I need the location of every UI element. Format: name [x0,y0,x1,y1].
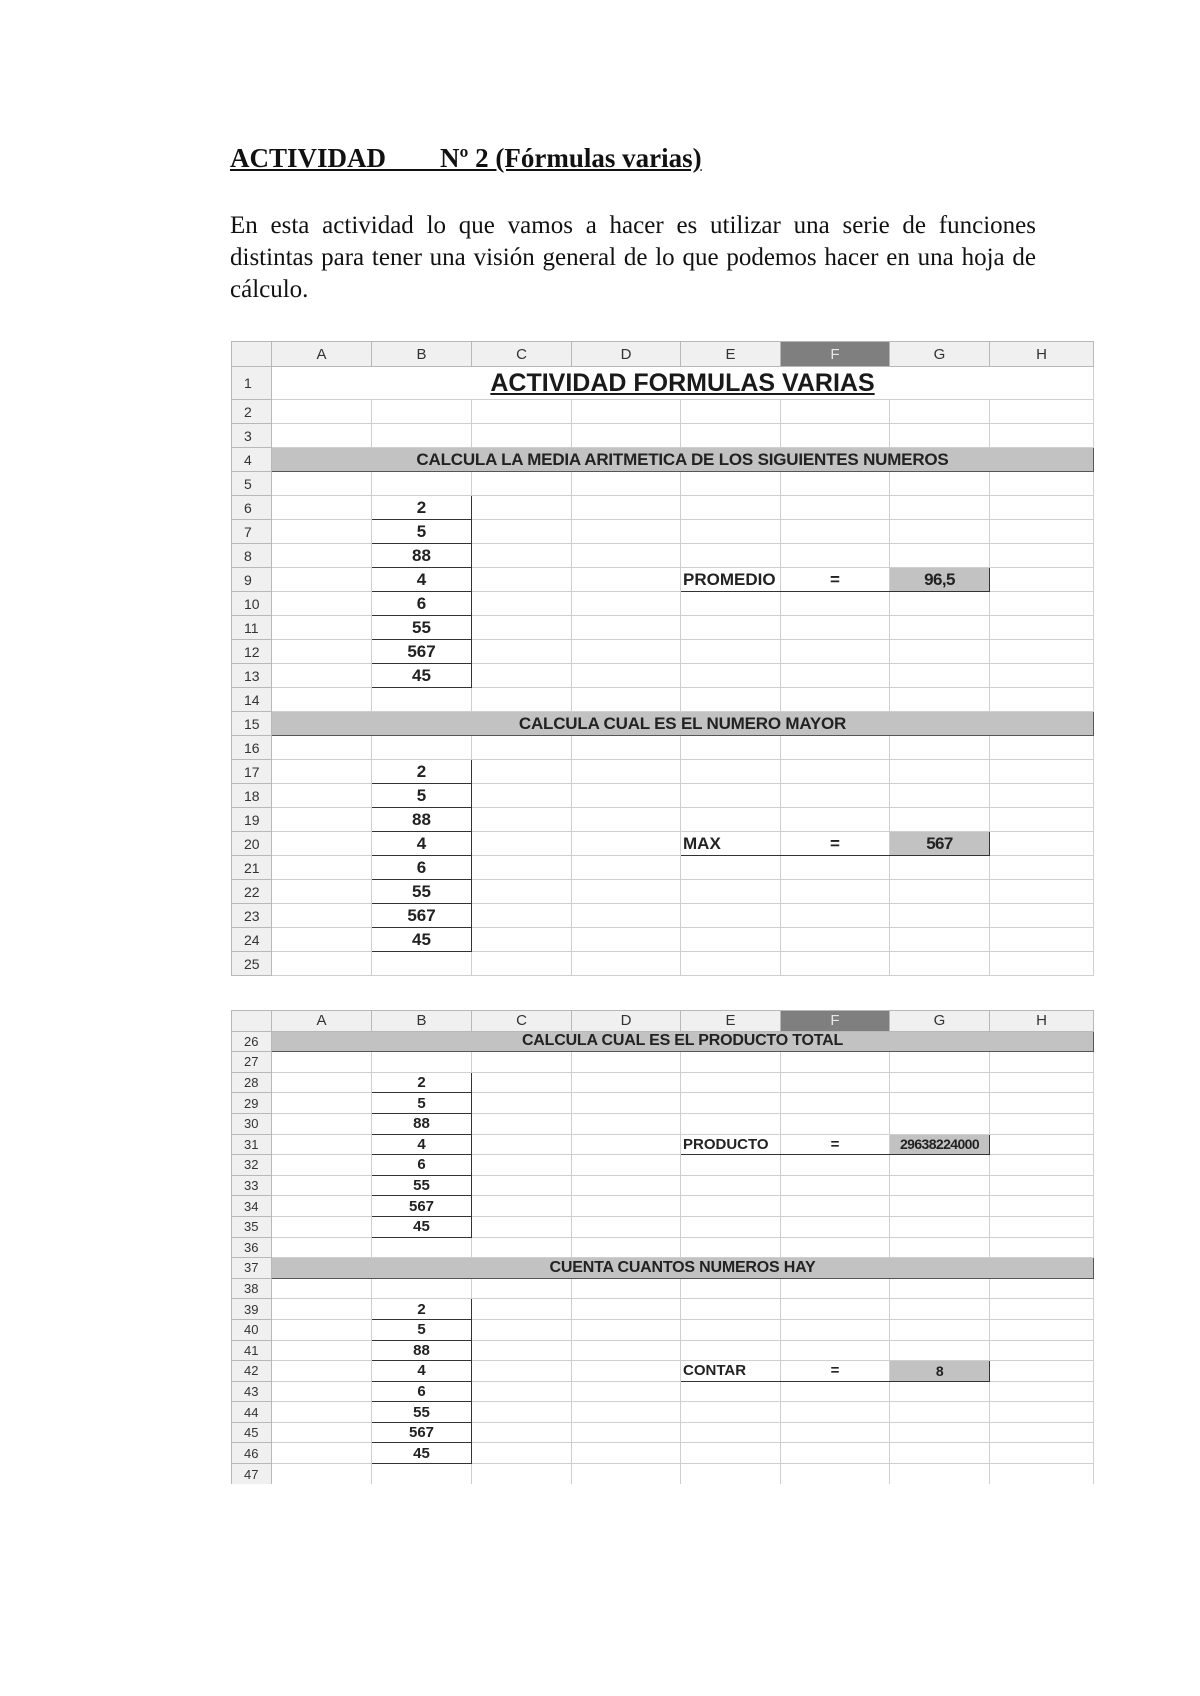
table-row [232,1072,1094,1093]
row-header[interactable]: 42 [232,1361,272,1382]
promedio-label[interactable]: PROMEDIO [681,568,781,592]
section-header-media[interactable]: CALCULA LA MEDIA ARITMETICA DE LOS SIGUIENTES NUMEROS [272,448,1094,472]
col-header-b[interactable]: B [372,1011,472,1032]
row-header[interactable]: 39 [232,1299,272,1320]
row-header[interactable]: 3 [232,424,272,448]
table-row [232,1402,1094,1423]
number-cell[interactable]: 567 [372,904,472,928]
number-cell[interactable]: 567 [372,640,472,664]
number-cell[interactable]: 4 [372,568,472,592]
row-header[interactable]: 11 [232,616,272,640]
col-header-a[interactable]: A [272,342,372,367]
number-cell[interactable]: 6 [372,856,472,880]
row-header[interactable]: 30 [232,1113,272,1134]
number-cell[interactable]: 2 [372,1299,472,1320]
number-cell[interactable]: 5 [372,784,472,808]
number-cell[interactable]: 55 [372,880,472,904]
sheet-title[interactable]: ACTIVIDAD FORMULAS VARIAS [272,367,1094,400]
number-cell[interactable]: 55 [372,1402,472,1423]
table-row [232,1093,1094,1114]
table-row [232,856,1094,880]
row-header[interactable]: 22 [232,880,272,904]
section-header-contar[interactable]: CUENTA CUANTOS NUMEROS HAY [272,1258,1094,1279]
contar-result[interactable]: 8 [890,1361,990,1382]
table-row [232,1237,1094,1258]
number-cell[interactable]: 55 [372,1175,472,1196]
row-header[interactable]: 5 [232,472,272,496]
row-header[interactable]: 47 [232,1464,272,1485]
table-row [232,448,1094,472]
table-row [232,640,1094,664]
row-header[interactable]: 20 [232,832,272,856]
number-cell[interactable]: 5 [372,1319,472,1340]
col-header-d[interactable]: D [572,342,681,367]
row-header[interactable]: 24 [232,928,272,952]
table-row [232,1113,1094,1134]
table-row [232,1361,1094,1382]
table-row [232,496,1094,520]
number-cell[interactable]: 4 [372,1134,472,1155]
row-header[interactable]: 28 [232,1072,272,1093]
col-header-h[interactable]: H [990,342,1094,367]
max-result[interactable]: 567 [890,832,990,856]
table-row [232,1258,1094,1279]
table-row [232,952,1094,976]
col-header-e[interactable]: E [681,1011,781,1032]
number-cell[interactable]: 567 [372,1422,472,1443]
col-header-d[interactable]: D [572,1011,681,1032]
table-row [232,760,1094,784]
table-row [232,1381,1094,1402]
row-header[interactable]: 36 [232,1237,272,1258]
row-header[interactable]: 45 [232,1422,272,1443]
row-header[interactable]: 33 [232,1175,272,1196]
producto-label[interactable]: PRODUCTO [681,1134,781,1155]
number-cell[interactable]: 5 [372,520,472,544]
col-header-g[interactable]: G [890,342,990,367]
row-header[interactable]: 14 [232,688,272,712]
number-cell[interactable]: 45 [372,928,472,952]
table-row [232,736,1094,760]
table-row [232,520,1094,544]
equals-sign[interactable]: = [781,1134,890,1155]
row-header[interactable]: 13 [232,664,272,688]
table-row [232,664,1094,688]
col-header-f[interactable]: F [781,342,890,367]
row-header[interactable]: 46 [232,1443,272,1464]
table-row [232,1196,1094,1217]
row-header[interactable]: 16 [232,736,272,760]
row-header[interactable]: 27 [232,1052,272,1073]
document-title: ACTIVIDAD Nº 2 (Fórmulas varias) [230,143,702,173]
corner-cell[interactable] [232,1011,272,1032]
section-header-mayor[interactable]: CALCULA CUAL ES EL NUMERO MAYOR [272,712,1094,736]
row-header[interactable]: 2 [232,400,272,424]
col-header-c[interactable]: C [472,342,572,367]
table-row [232,1464,1094,1485]
col-header-f[interactable]: F [781,1011,890,1032]
table-row [232,568,1094,592]
number-cell[interactable]: 88 [372,808,472,832]
table-row [232,784,1094,808]
row-header[interactable]: 7 [232,520,272,544]
row-header[interactable]: 12 [232,640,272,664]
table-row [232,424,1094,448]
row-header[interactable]: 40 [232,1319,272,1340]
table-row [232,712,1094,736]
spreadsheet-top [231,341,1094,976]
row-header[interactable]: 9 [232,568,272,592]
table-row [232,400,1094,424]
row-header[interactable]: 34 [232,1196,272,1217]
row-header[interactable]: 10 [232,592,272,616]
table-row [232,1278,1094,1299]
row-header[interactable]: 31 [232,1134,272,1155]
row-header[interactable]: 19 [232,808,272,832]
section-header-producto[interactable]: CALCULA CUAL ES EL PRODUCTO TOTAL [272,1031,1094,1052]
number-cell[interactable]: 55 [372,616,472,640]
equals-sign[interactable]: = [781,1361,890,1382]
column-header-row [232,342,1094,367]
corner-cell[interactable] [232,342,272,367]
max-label[interactable]: MAX [681,832,781,856]
row-header[interactable]: 26 [232,1031,272,1052]
row-header[interactable]: 38 [232,1278,272,1299]
table-row [232,1052,1094,1073]
number-cell[interactable]: 45 [372,1443,472,1464]
table-row [232,1155,1094,1176]
table-row [232,880,1094,904]
spreadsheet-bottom [231,1010,1094,1484]
row-header[interactable]: 37 [232,1258,272,1279]
row-header[interactable]: 15 [232,712,272,736]
number-cell[interactable]: 2 [372,760,472,784]
table-row [232,1443,1094,1464]
col-header-e[interactable]: E [681,342,781,367]
number-cell[interactable]: 4 [372,832,472,856]
row-header[interactable]: 23 [232,904,272,928]
table-row [232,1319,1094,1340]
table-row [232,832,1094,856]
row-header[interactable]: 1 [232,367,272,400]
number-cell[interactable]: 88 [372,1340,472,1361]
intro-paragraph: En esta actividad lo que vamos a hacer es utilizar una serie de funciones distintas para tener una visión general de lo que podemos hacer en una hoja de cálculo. [230,212,1036,303]
number-cell[interactable]: 88 [372,1113,472,1134]
number-cell[interactable]: 4 [372,1361,472,1382]
number-cell[interactable]: 6 [372,592,472,616]
column-header-row [232,1011,1094,1032]
table-row [232,688,1094,712]
table-row [232,904,1094,928]
col-header-h[interactable]: H [990,1011,1094,1032]
number-cell[interactable]: 5 [372,1093,472,1114]
number-cell[interactable]: 6 [372,1155,472,1176]
contar-label[interactable]: CONTAR [681,1361,781,1382]
row-header[interactable]: 18 [232,784,272,808]
row-header[interactable]: 4 [232,448,272,472]
col-header-c[interactable]: C [472,1011,572,1032]
table-row [232,1134,1094,1155]
table-row [232,1299,1094,1320]
row-header[interactable]: 6 [232,496,272,520]
table-row [232,1175,1094,1196]
promedio-result[interactable]: 96,5 [890,568,990,592]
row-header[interactable]: 32 [232,1155,272,1176]
number-cell[interactable]: 6 [372,1381,472,1402]
table-row [232,1340,1094,1361]
table-row [232,616,1094,640]
table-row [232,472,1094,496]
number-cell[interactable]: 88 [372,544,472,568]
row-header[interactable]: 35 [232,1216,272,1237]
row-header[interactable]: 8 [232,544,272,568]
row-header[interactable]: 21 [232,856,272,880]
equals-sign[interactable]: = [781,568,890,592]
number-cell[interactable]: 45 [372,1216,472,1237]
producto-result[interactable]: 29638224000 [890,1134,990,1155]
col-header-g[interactable]: G [890,1011,990,1032]
equals-sign[interactable]: = [781,832,890,856]
col-header-a[interactable]: A [272,1011,372,1032]
table-row [232,1216,1094,1237]
table-row [232,808,1094,832]
number-cell[interactable]: 567 [372,1196,472,1217]
table-row [232,544,1094,568]
row-header[interactable]: 25 [232,952,272,976]
table-row [232,367,1094,400]
number-cell[interactable]: 2 [372,496,472,520]
row-header[interactable]: 17 [232,760,272,784]
table-row [232,1031,1094,1052]
table-row [232,928,1094,952]
number-cell[interactable]: 45 [372,664,472,688]
number-cell[interactable]: 2 [372,1072,472,1093]
row-header[interactable]: 43 [232,1381,272,1402]
col-header-b[interactable]: B [372,342,472,367]
table-row [232,592,1094,616]
row-header[interactable]: 44 [232,1402,272,1423]
row-header[interactable]: 29 [232,1093,272,1114]
table-row [232,1422,1094,1443]
row-header[interactable]: 41 [232,1340,272,1361]
